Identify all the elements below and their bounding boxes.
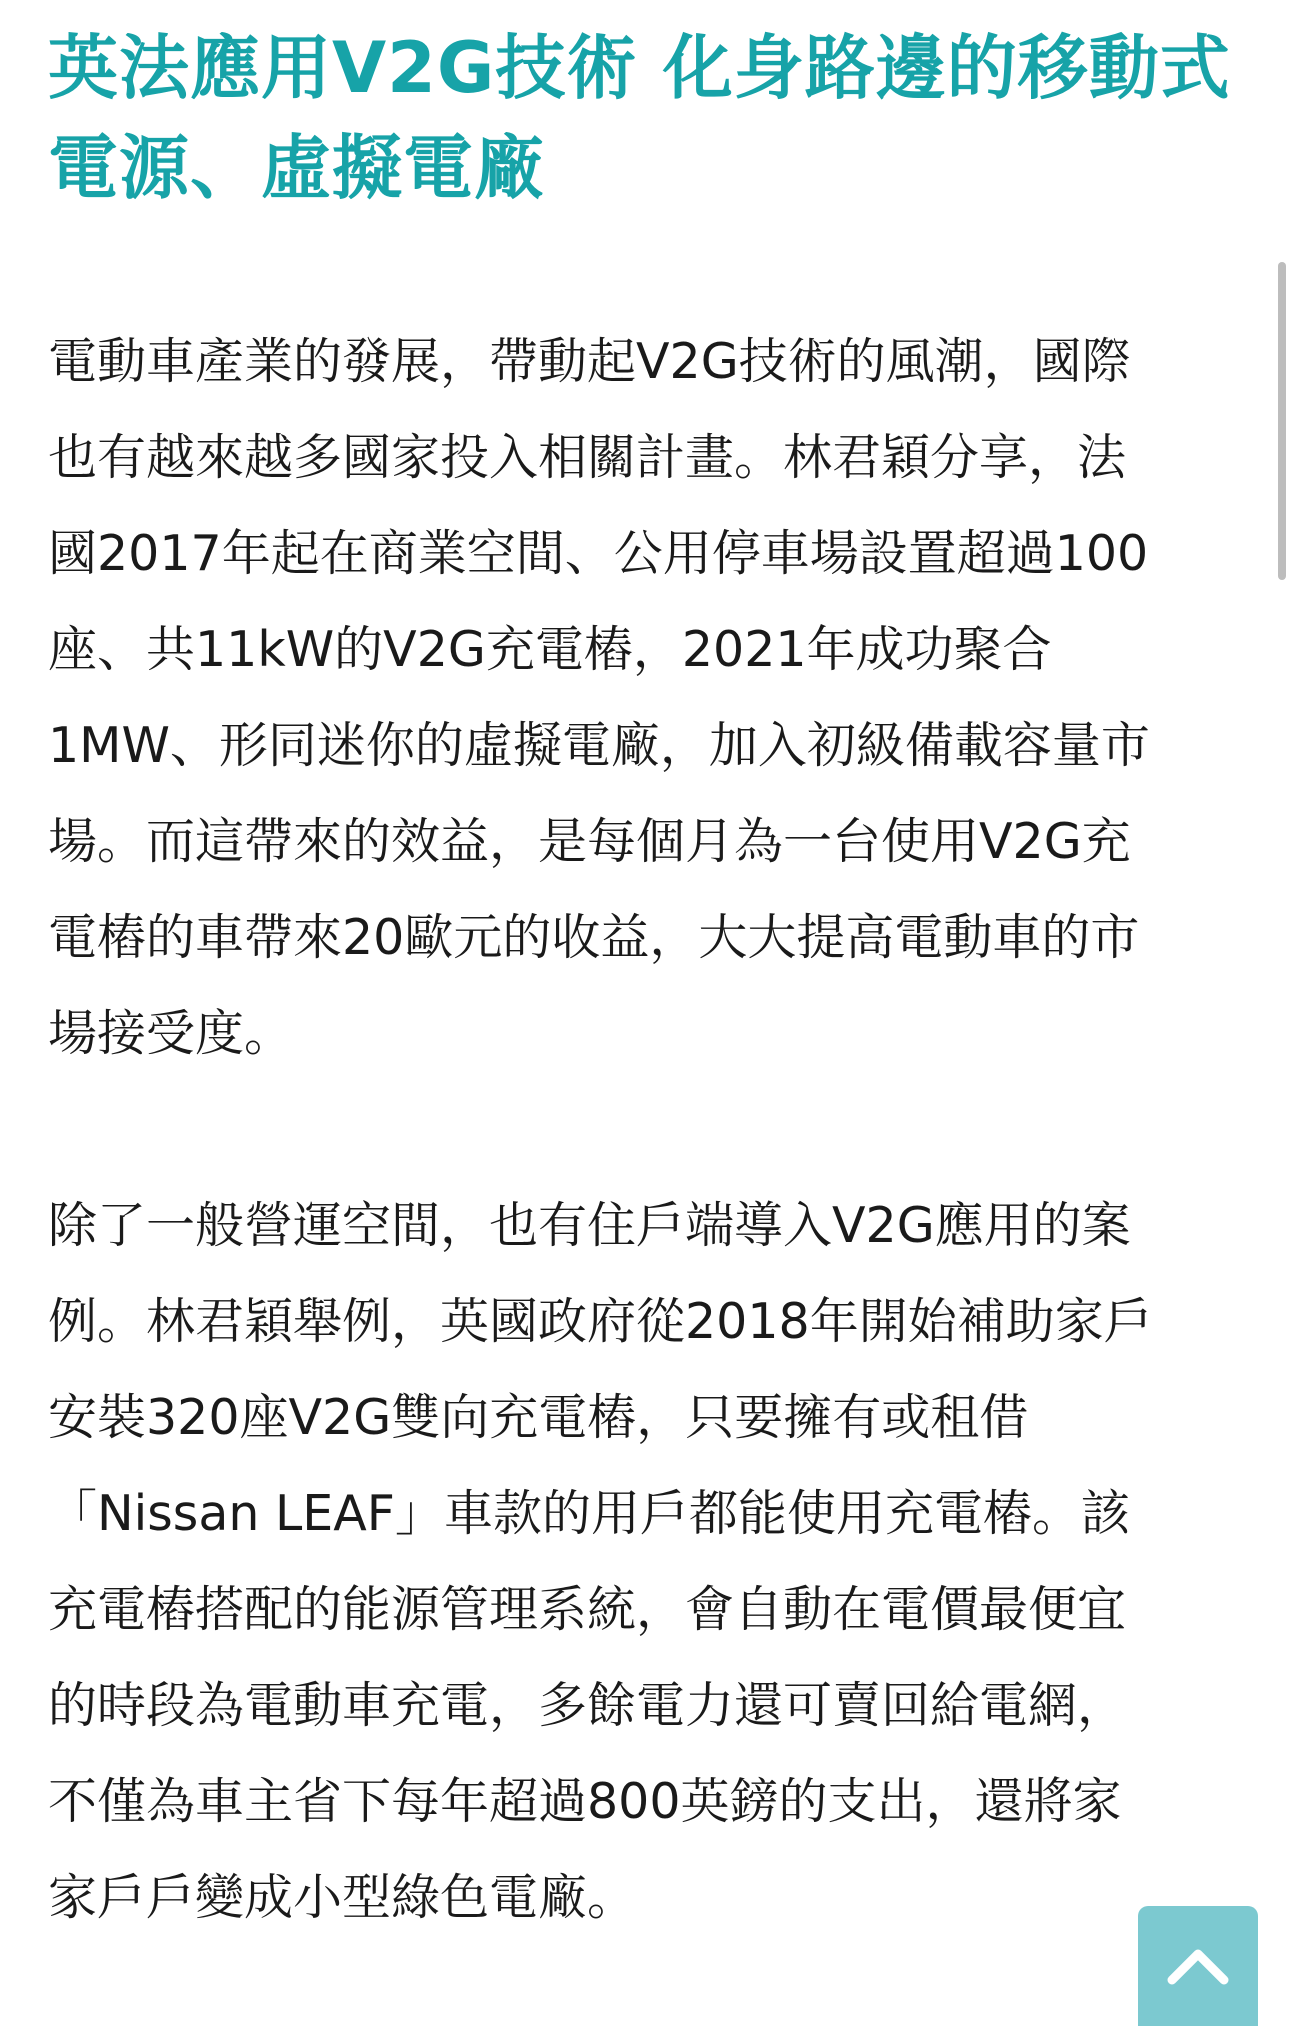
paragraph-line: 充電樁搭配的能源管理系統，會自動在電價最便宜 xyxy=(48,1581,1127,1638)
paragraph-line: 場。而這帶來的效益，是每個月為一台使用V2G充 xyxy=(48,813,1131,870)
article-paragraph-1 xyxy=(48,314,1150,1082)
page-scrollbar[interactable] xyxy=(1278,262,1286,580)
article-paragraph-2 xyxy=(48,1178,1153,1946)
headline-line: 電源、虛擬電廠 xyxy=(48,127,545,209)
paragraph-line: 電動車產業的發展，帶動起V2G技術的風潮，國際 xyxy=(48,333,1131,390)
paragraph-line: 不僅為車主省下每年超過800英鎊的支出，還將家 xyxy=(48,1773,1122,1830)
paragraph-line: 例。林君穎舉例，英國政府從2018年開始補助家戶 xyxy=(48,1293,1153,1350)
chevron-up-icon xyxy=(1166,1946,1230,1986)
paragraph-line: 場接受度。 xyxy=(48,1005,294,1062)
article-headline xyxy=(48,18,1248,218)
paragraph-line: 除了一般營運空間，也有住戶端導入V2G應用的案 xyxy=(48,1197,1131,1254)
paragraph-line: 家戶戶變成小型綠色電廠。 xyxy=(48,1869,637,1926)
paragraph-line: 電樁的車帶來20歐元的收益，大大提高電動車的市 xyxy=(48,909,1140,966)
paragraph-line: 「Nissan LEAF」車款的用戶都能使用充電樁。該 xyxy=(48,1485,1130,1542)
paragraph-line: 座、共11kW的V2G充電樁，2021年成功聚合 xyxy=(48,621,1052,678)
paragraph-line: 的時段為電動車充電，多餘電力還可賣回給電網， xyxy=(48,1677,1127,1734)
paragraph-line: 1MW、形同迷你的虛擬電廠，加入初級備載容量市 xyxy=(48,717,1150,774)
back-to-top-button[interactable] xyxy=(1138,1906,1258,2026)
article xyxy=(48,0,1248,1926)
paragraph-line: 國2017年起在商業空間、公用停車場設置超過100 xyxy=(48,525,1149,582)
paragraph-line: 也有越來越多國家投入相關計畫。林君穎分享，法 xyxy=(48,429,1127,486)
paragraph-line: 安裝320座V2G雙向充電樁，只要擁有或租借 xyxy=(48,1389,1029,1446)
headline-line: 英法應用V2G技術 化身路邊的移動式 xyxy=(48,27,1231,109)
